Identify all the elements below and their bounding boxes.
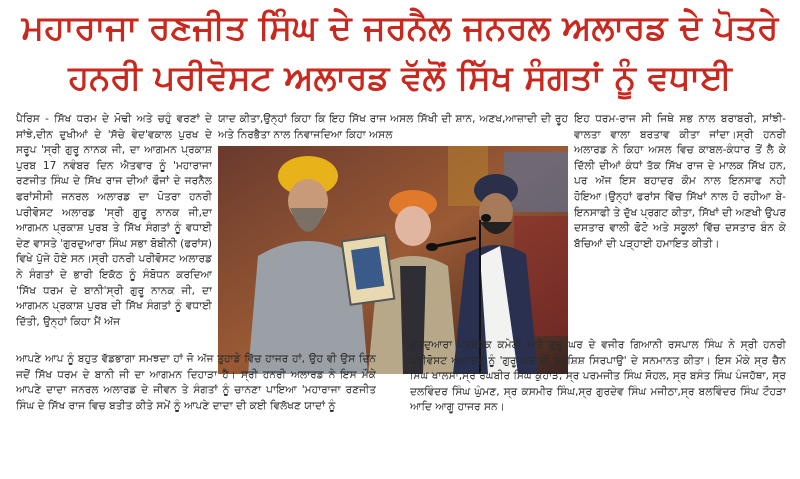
article-column-left (16, 112, 212, 352)
article-column-right (574, 112, 786, 352)
article-paragraph: ਪੈਰਿਸ - ਸਿੱਖ ਧਰਮ ਦੇ ਮੋਢੀ ਅਤੇ ਚਹੁੰ ਵਰਣਾਂ ਦੇ ਸਾਂਝੇ,ਦੀਨ ਦੁਖੀਆਂ ਦੇ 'ਸੱਚੇ ਵੇਦ'ਵਕਾਲ ਪੁਰਖ ਦੇ ਸਰੂਪ 'ਸ੍ਰੀ ਗੁਰੂ ਨਾਨਕ ਜੀ, ਦਾ ਆਗਮਨ ਪ੍ਰਕਾਸ਼ ਪੁਰਬ 17 ਨਵੰਬਰ ਦਿਨ ਐਤਵਾਰ ਨੂੰ 'ਮਹਾਰਾਜਾ ਰਣਜੀਤ ਸਿੰਘ ਦੇ ਸਿੱਖ ਰਾਜ ਦੀਆਂ ਫੌਜਾਂ ਦੇ ਜਰਨੈਲ ਫਰਾਂਸੀਸੀ ਜਨਰਲ ਅਲਾਰਡ ਦਾ ਪੋਤਰਾ ਹਨਰੀ ਪਰੀਵੋਸਟ ਅਲਾਰਡ 'ਸ੍ਰੀ ਗੁਰੂ ਨਾਨਕ ਜੀ,ਦਾ ਆਗਮਨ ਪ੍ਰਕਾਸ਼ ਪੁਰਬ ਤੇ ਸਿੱਖ ਸੰਗਤਾਂ ਨੂੰ ਵਧਾਈ ਦੇਣ ਵਾਸਤੇ 'ਗੁਰਦੁਆਰਾ ਸਿੰਘ ਸਭਾ ਬੋਬੀਨੀ (ਫਰਾਂਸ) ਵਿਖੇ ਪੁੱਜੇ ਹੋਏ ਸਨ।ਸ੍ਰੀ ਹਨਰੀ ਪਰੀਵੋਸਟ ਅਲਾਰਡ ਨੇ ਸੰਗਤਾਂ ਦੇ ਭਾਰੀ ਇਕੱਠ ਨੂੰ ਸੰਬੋਧਨ ਕਰਦਿਆ 'ਸਿੱਖ ਧਰਮ ਦੇ ਬਾਨੀ'ਸ੍ਰੀ ਗੁਰੂ ਨਾਨਕ ਜੀ, ਦਾ ਆਗਮਨ ਪ੍ਰਕਾਸ਼ ਪੁਰਬ ਦੀ ਸਿੱਖ ਸੰਗਤਾਂ ਨੂੰ ਵਧਾਈ ਦਿੱਤੀ, ਉਨ੍ਹਾਂ ਕਿਹਾ ਮੈਂ ਅੱਜ (16, 113, 212, 328)
article-paragraph: ਯਾਦ ਕੀਤਾ,ਉਨ੍ਹਾਂ ਕਿਹਾ ਕਿ ਇਹ ਸਿੱਖ ਰਾਜ ਅਸਲ ਸਿੱਖੀ ਦੀ ਸ਼ਾਨ, ਅਣਖ,ਆਜ਼ਾਦੀ ਦੀ ਰੂਹ ਅਤੇ ਨਿਰਭੈਤਾ ਨਾਲ ਨਿਵਾਜਦਿਆ ਕਿਹਾ ਅਸਲ (218, 113, 568, 141)
article-column-bottom-left (16, 352, 376, 468)
article-paragraph: ਆਪਣੇ ਆਪ ਨੂੰ ਬਹੁਤ ਵੱਡਭਾਗਾ ਸਮਝਦਾ ਹਾਂ ਜੋ ਅੱਜ ਤੁਹਾਡੇ ਵਿੱਚ ਹਾਜਰ ਹਾਂ, ਉਹ ਵੀ ਉਸ ਦਿਨ ਜਦੋਂ ਸਿੱਖ ਧਰਮ ਦੇ ਬਾਨੀ ਜੀ ਦਾ ਆਗਮਨ ਦਿਹਾੜਾ ਹੈ। ਸ੍ਰੀ ਹਨਰੀ ਅਲਾਰਡ ਨੇ ਇਸ ਮੌਕੇ ਆਪਣੇ ਦਾਦਾ ਜਨਰਲ ਅਲਾਰਡ ਦੇ ਜੀਵਨ ਤੇ ਸੰਗਤਾਂ ਨੂੰ ਚਾਨਣਾ ਪਾਇਆ 'ਮਹਾਰਾਜਾ ਰਣਜੀਤ ਸਿੰਘ ਦੇ ਸਿੱਖ ਰਾਜ ਵਿਚ ਬਤੀਤ ਕੀਤੇ ਸਮੇਂ ਨੂੰ ਆਪਣੇ ਦਾਦਾ ਦੀ ਕਈ ਵਿਲੱਖਣ ਯਾਦਾਂ ਨੂੰ (16, 353, 376, 412)
article-paragraph: ਇਹ ਧਰਮ-ਰਾਜ ਸੀ ਜਿਥੇ ਸਭ ਨਾਲ ਬਰਾਬਰੀ, ਸਾਂਝੀ-ਵਾਲਤਾ ਵਾਲਾ ਬਰਤਾਵ ਕੀਤਾ ਜਾਂਦਾ।ਸ੍ਰੀ ਹਨਰੀ ਅਲਾਰਡ ਨੇ ਕਿਹਾ ਅਸਲ ਵਿਚ ਕਾਬਲ-ਕੰਧਾਰ ਤੋਂ ਲੈ ਕੇ ਦਿੱਲੀ ਦੀਆਂ ਕੰਧਾਂ ਤੱਕ ਸਿੱਖ ਰਾਜ ਦੇ ਮਾਲਕ ਸਿੱਖ ਹਨ, ਪਰ ਅੱਜ ਇਸ ਬਹਾਦਰ ਕੌਮ ਨਾਲ ਇਨਸਾਫ ਨਹੀ ਹੋਇਆ।ਉਨ੍ਹਾਂ ਫਰਾਂਸ ਵਿੱਚ ਸਿੱਖਾਂ ਨਾਲ ਹੋ ਰਹੀਆ ਬੇ-ਇਨਸਾਫੀ ਤੇ ਦੁੱਖ ਪ੍ਰਗਟ ਕੀਤਾ, ਸਿੱਖਾਂ ਦੀ ਅਣਖੀ ਉਪਰ ਦਸਤਾਰ ਵਾਲੀ ਫੋਟੋ ਅਤੇ ਸਕੂਲਾਂ ਵਿੱਚ ਦਸਤਾਰ ਬੰਨ ਕੇ ਬੱਚਿਆਂ ਦੀ ਪੜ੍ਹਾਈ ਹਮਾਇਤ ਕੀਤੀ। (574, 113, 786, 250)
headline-line-2: ਹਨਰੀ ਪਰੀਵੋਸਟ ਅਲਾਰਡ ਵੱਲੋਂ ਸਿੱਖ ਸੰਗਤਾਂ ਨੂੰ ਵਧਾਈ (68, 58, 732, 98)
article-column-bottom-right (410, 338, 786, 468)
article-column-middle-top (218, 112, 568, 142)
headline-line-1: ਮਹਾਰਾਜਾ ਰਣਜੀਤ ਸਿੰਘ ਦੇ ਜਰਨੈਲ ਜਨਰਲ ਅਲਾਰਡ ਦੇ ਪੋਤਰੇ (21, 8, 779, 48)
article-paragraph: ਗੁਰਦੁਆਰਾ ਪ੍ਰਬੰਧਕ ਕਮੇਟੀ ਅਤੇ ਗੁਰੂ ਘਰ ਦੇ ਵਜੀਰ ਗਿਆਨੀ ਰਸਪਾਲ ਸਿੰਘ ਨੇ ਸ੍ਰੀ ਹਨਰੀ ਪਰੀਵੋਸਟ ਅਲਾਰਡ ਨੂੰ 'ਗੁਰੂ ਘਰ ਦੀ ਬਖਸ਼ਿਸ਼ ਸਿਰਪਾਉ' ਦੇ ਸਨਮਾਨਤ ਕੀਤਾ। ਇਸ ਮੌਕੇ ਸ੍ਰ ਚੈਨ ਸਿੰਘ ਖਾਲਸਾ,ਸ੍ਰ ਰਘਬੀਰ ਸਿੰਘ ਕੁਹਾੜ, ਸ੍ਰ ਪਰਮਜੀਤ ਸਿੰਘ ਸੋਹਲ, ਸ੍ਰ ਬਸੰਤ ਸਿੰਘ ਪੰਜਹੱਥਾ, ਸ੍ਰ ਦਲਵਿੰਦਰ ਸਿੰਘ ਘੁੰਮਣ, ਸ੍ਰ ਕਸਮੀਰ ਸਿੰਘ,ਸ੍ਰ ਗੁਰਦੇਵ ਸਿੰਘ ਮਜੀਠਾ,ਸ੍ਰ ਬਲਵਿੰਦਰ ਸਿੰਘ ਟੌਹੜਾ ਆਦਿ ਆਗੂ ਹਾਜਰ ਸਨ। (410, 339, 786, 414)
